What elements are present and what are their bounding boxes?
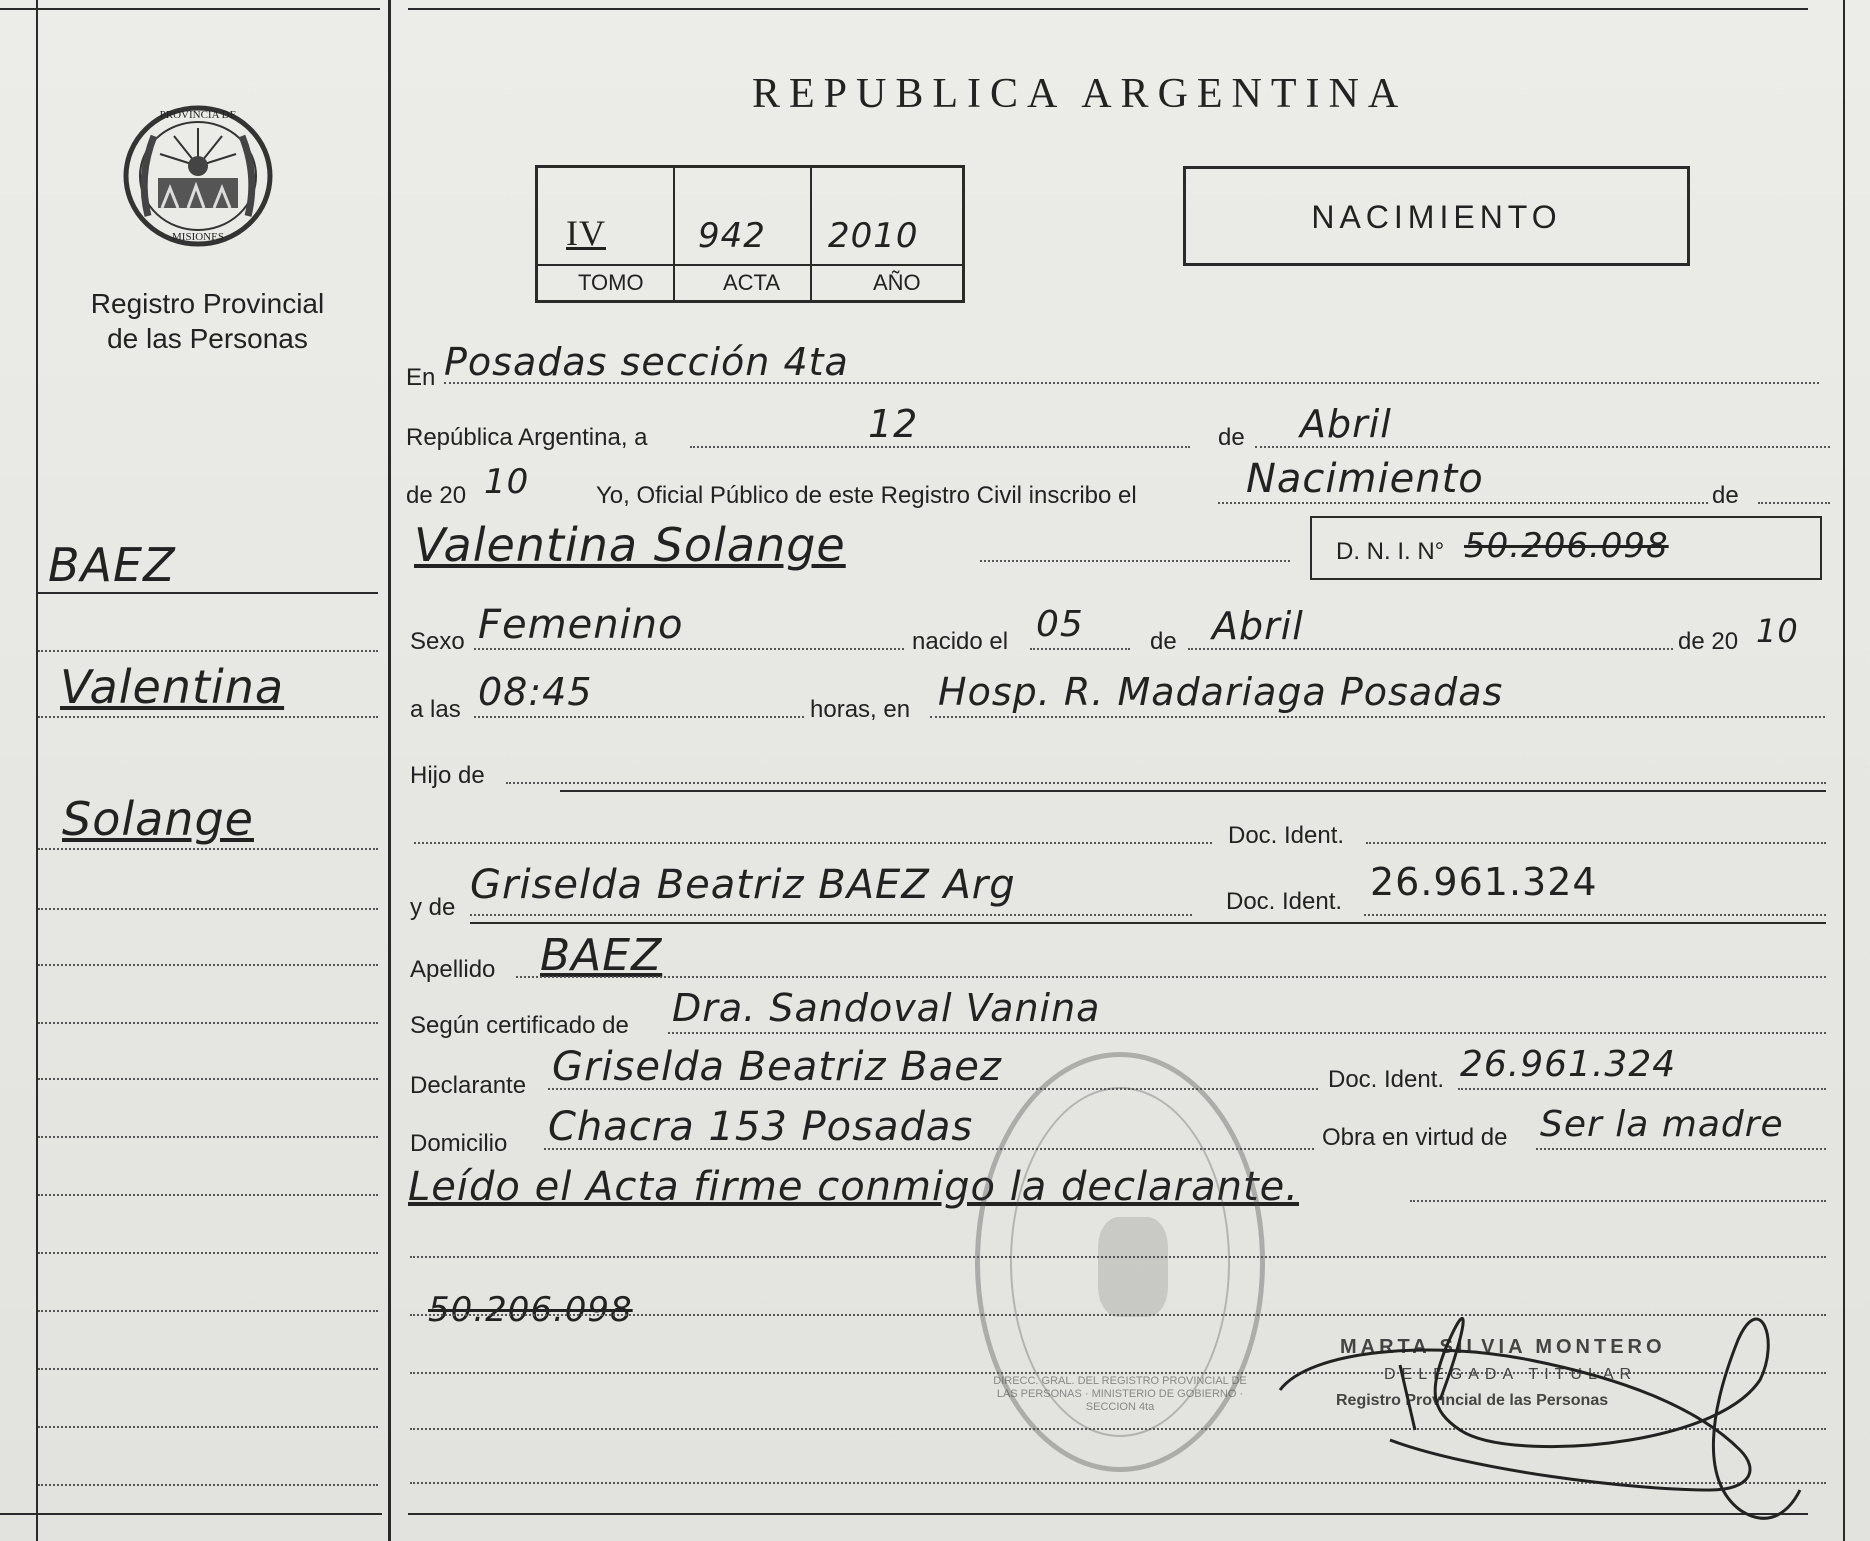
surname-value: BAEZ: [540, 930, 663, 981]
de-label-2: de: [1712, 482, 1739, 509]
right-border: [1843, 0, 1845, 1541]
de-label-1: de: [1218, 424, 1245, 451]
tomo-label: TOMO: [578, 270, 644, 295]
office-line-2: de las Personas: [107, 323, 308, 354]
a-las-label: a las: [410, 696, 461, 723]
margin-dots-11: [38, 1310, 378, 1312]
hijo-de-label: Hijo de: [410, 762, 485, 789]
name-line: [980, 560, 1290, 562]
birth-day-line: [1030, 648, 1130, 650]
declarant-doc-label: Doc. Ident.: [1328, 1066, 1445, 1093]
domicilio-label: Domicilio: [410, 1130, 508, 1157]
child-name-value: Valentina Solange: [414, 518, 846, 572]
mother-doc-value: 26.961.324: [1370, 860, 1598, 904]
father-rule: [560, 790, 1826, 792]
stamp-emblem-icon: [1098, 1217, 1168, 1317]
birth-month-value: Abril: [1212, 604, 1304, 648]
declarant-doc-value: 26.961.324: [1460, 1044, 1677, 1085]
registry-office-name: [30, 286, 385, 356]
sex-value: Femenino: [478, 602, 684, 648]
time-line: [474, 716, 804, 718]
oficial-text: Yo, Oficial Público de este Registro Civil inscribo el: [596, 482, 1137, 509]
margin-dots-1: [38, 650, 378, 652]
obra-line: [1536, 1148, 1826, 1150]
margin-first-name: Valentina: [60, 660, 285, 714]
anio-label: AÑO: [873, 270, 921, 295]
republica-label: República Argentina, a: [406, 424, 648, 451]
seal-bottom-text: MISIONES: [172, 231, 224, 243]
margin-dots-2: [38, 716, 378, 718]
de2-line: [1758, 502, 1830, 504]
top-rule-right: [408, 8, 1808, 10]
reading-line: [1410, 1200, 1826, 1202]
father-line: [506, 782, 1826, 784]
registry-box-divider: [538, 264, 962, 266]
place-line: [930, 716, 1825, 718]
father-doc-value-line: [1366, 842, 1826, 844]
year-value: 10: [484, 462, 530, 502]
en-label: En: [406, 364, 436, 391]
column-divider: [388, 0, 391, 1541]
margin-dots-14: [38, 1484, 378, 1486]
en-value: Posadas sección 4ta: [444, 340, 849, 384]
act-type-box: [1183, 166, 1690, 266]
dni-value: 50.206.098: [1464, 526, 1669, 566]
de20-label: de 20: [406, 482, 467, 509]
anio-value: 2010: [828, 216, 919, 256]
dni-label: D. N. I. N°: [1336, 538, 1445, 565]
certificado-label: Según certificado de: [410, 1012, 629, 1039]
office-line-1: Registro Provincial: [90, 288, 325, 319]
struck-out-text: 50.206.098: [428, 1290, 633, 1330]
declarant-doc-line: [1458, 1088, 1826, 1090]
signature-mark: [1270, 1280, 1830, 1530]
act-value: Nacimiento: [1246, 456, 1484, 502]
margin-surname: BAEZ: [48, 538, 176, 592]
mother-doc-label: Doc. Ident.: [1226, 888, 1343, 915]
seal-top-text: PROVINCIA DE: [159, 109, 237, 121]
round-rubber-stamp: [975, 1052, 1265, 1472]
act-line: [1218, 502, 1708, 504]
horas-en-label: horas, en: [810, 696, 911, 723]
top-rule-left: [0, 8, 380, 10]
official-title: DELEGADA TITULAR: [1384, 1366, 1638, 1383]
margin-rule-1: [38, 592, 378, 594]
margin-dots-5: [38, 964, 378, 966]
birth-year-value: 10: [1756, 612, 1799, 650]
en-line: [444, 382, 1819, 384]
reading-statement: Leído el Acta firme conmigo la declarante.: [408, 1164, 1299, 1210]
mother-value: Griselda Beatriz BAEZ Arg: [470, 862, 1016, 908]
de-label-3: de: [1150, 628, 1177, 655]
acta-value: 942: [698, 216, 766, 256]
declarante-label: Declarante: [410, 1072, 527, 1099]
registry-box: [535, 165, 965, 303]
dni-box: [1310, 516, 1822, 580]
apellido-label: Apellido: [410, 956, 496, 983]
month-line: [1255, 446, 1830, 448]
page-title: REPUBLICA ARGENTINA: [752, 71, 1408, 117]
certificate-value: Dra. Sandoval Vanina: [672, 986, 1101, 1030]
margin-dots-4: [38, 908, 378, 910]
obra-value: Ser la madre: [1540, 1104, 1784, 1145]
round-stamp-text: DIRECC. GRAL. DEL REGISTRO PROVINCIAL DE LAS PERSONAS · MINISTERIO DE GOBIERNO · SECCION 4ta: [993, 1375, 1247, 1413]
father-doc-label: Doc. Ident.: [1228, 822, 1345, 849]
sexo-label: Sexo: [410, 628, 465, 655]
acta-label: ACTA: [723, 270, 781, 295]
de20-label-2: de 20: [1678, 628, 1739, 655]
father-doc-line: [414, 842, 1212, 844]
margin-dots-13: [38, 1426, 378, 1428]
y-de-label: y de: [410, 894, 456, 921]
nacido-label: nacido el: [912, 628, 1009, 655]
address-value: Chacra 153 Posadas: [548, 1104, 974, 1150]
margin-dots-10: [38, 1252, 378, 1254]
birth-day-value: 05: [1036, 604, 1084, 645]
margin-dots-8: [38, 1136, 378, 1138]
obra-label: Obra en virtud de: [1322, 1124, 1508, 1151]
day-value: 12: [868, 402, 919, 446]
sex-line: [474, 648, 904, 650]
official-office: Registro Provincial de las Personas: [1336, 1392, 1609, 1409]
surname-line: [516, 976, 1826, 978]
month-value: Abril: [1300, 402, 1392, 446]
margin-dots-6: [38, 1022, 378, 1024]
mother-line: [470, 914, 1192, 916]
place-value: Hosp. R. Madariaga Posadas: [938, 670, 1504, 714]
bottom-rule-left: [0, 1513, 382, 1515]
certificate-line: [668, 1032, 1826, 1034]
birth-month-line: [1188, 648, 1673, 650]
tomo-value: IV: [566, 213, 606, 253]
provincial-seal-icon: [118, 96, 278, 256]
mother-doc-line: [1364, 914, 1826, 916]
margin-dots-3: [38, 848, 378, 850]
margin-middle-name: Solange: [62, 792, 254, 846]
margin-dots-9: [38, 1194, 378, 1196]
act-type-label: NACIMIENTO: [1311, 199, 1562, 235]
day-line: [690, 446, 1190, 448]
mother-rule: [470, 922, 1826, 924]
official-name: MARTA SILVIA MONTERO: [1340, 1336, 1666, 1358]
margin-dots-7: [38, 1078, 378, 1080]
time-value: 08:45: [478, 670, 593, 714]
margin-dots-12: [38, 1368, 378, 1370]
declarant-value: Griselda Beatriz Baez: [552, 1044, 1002, 1090]
